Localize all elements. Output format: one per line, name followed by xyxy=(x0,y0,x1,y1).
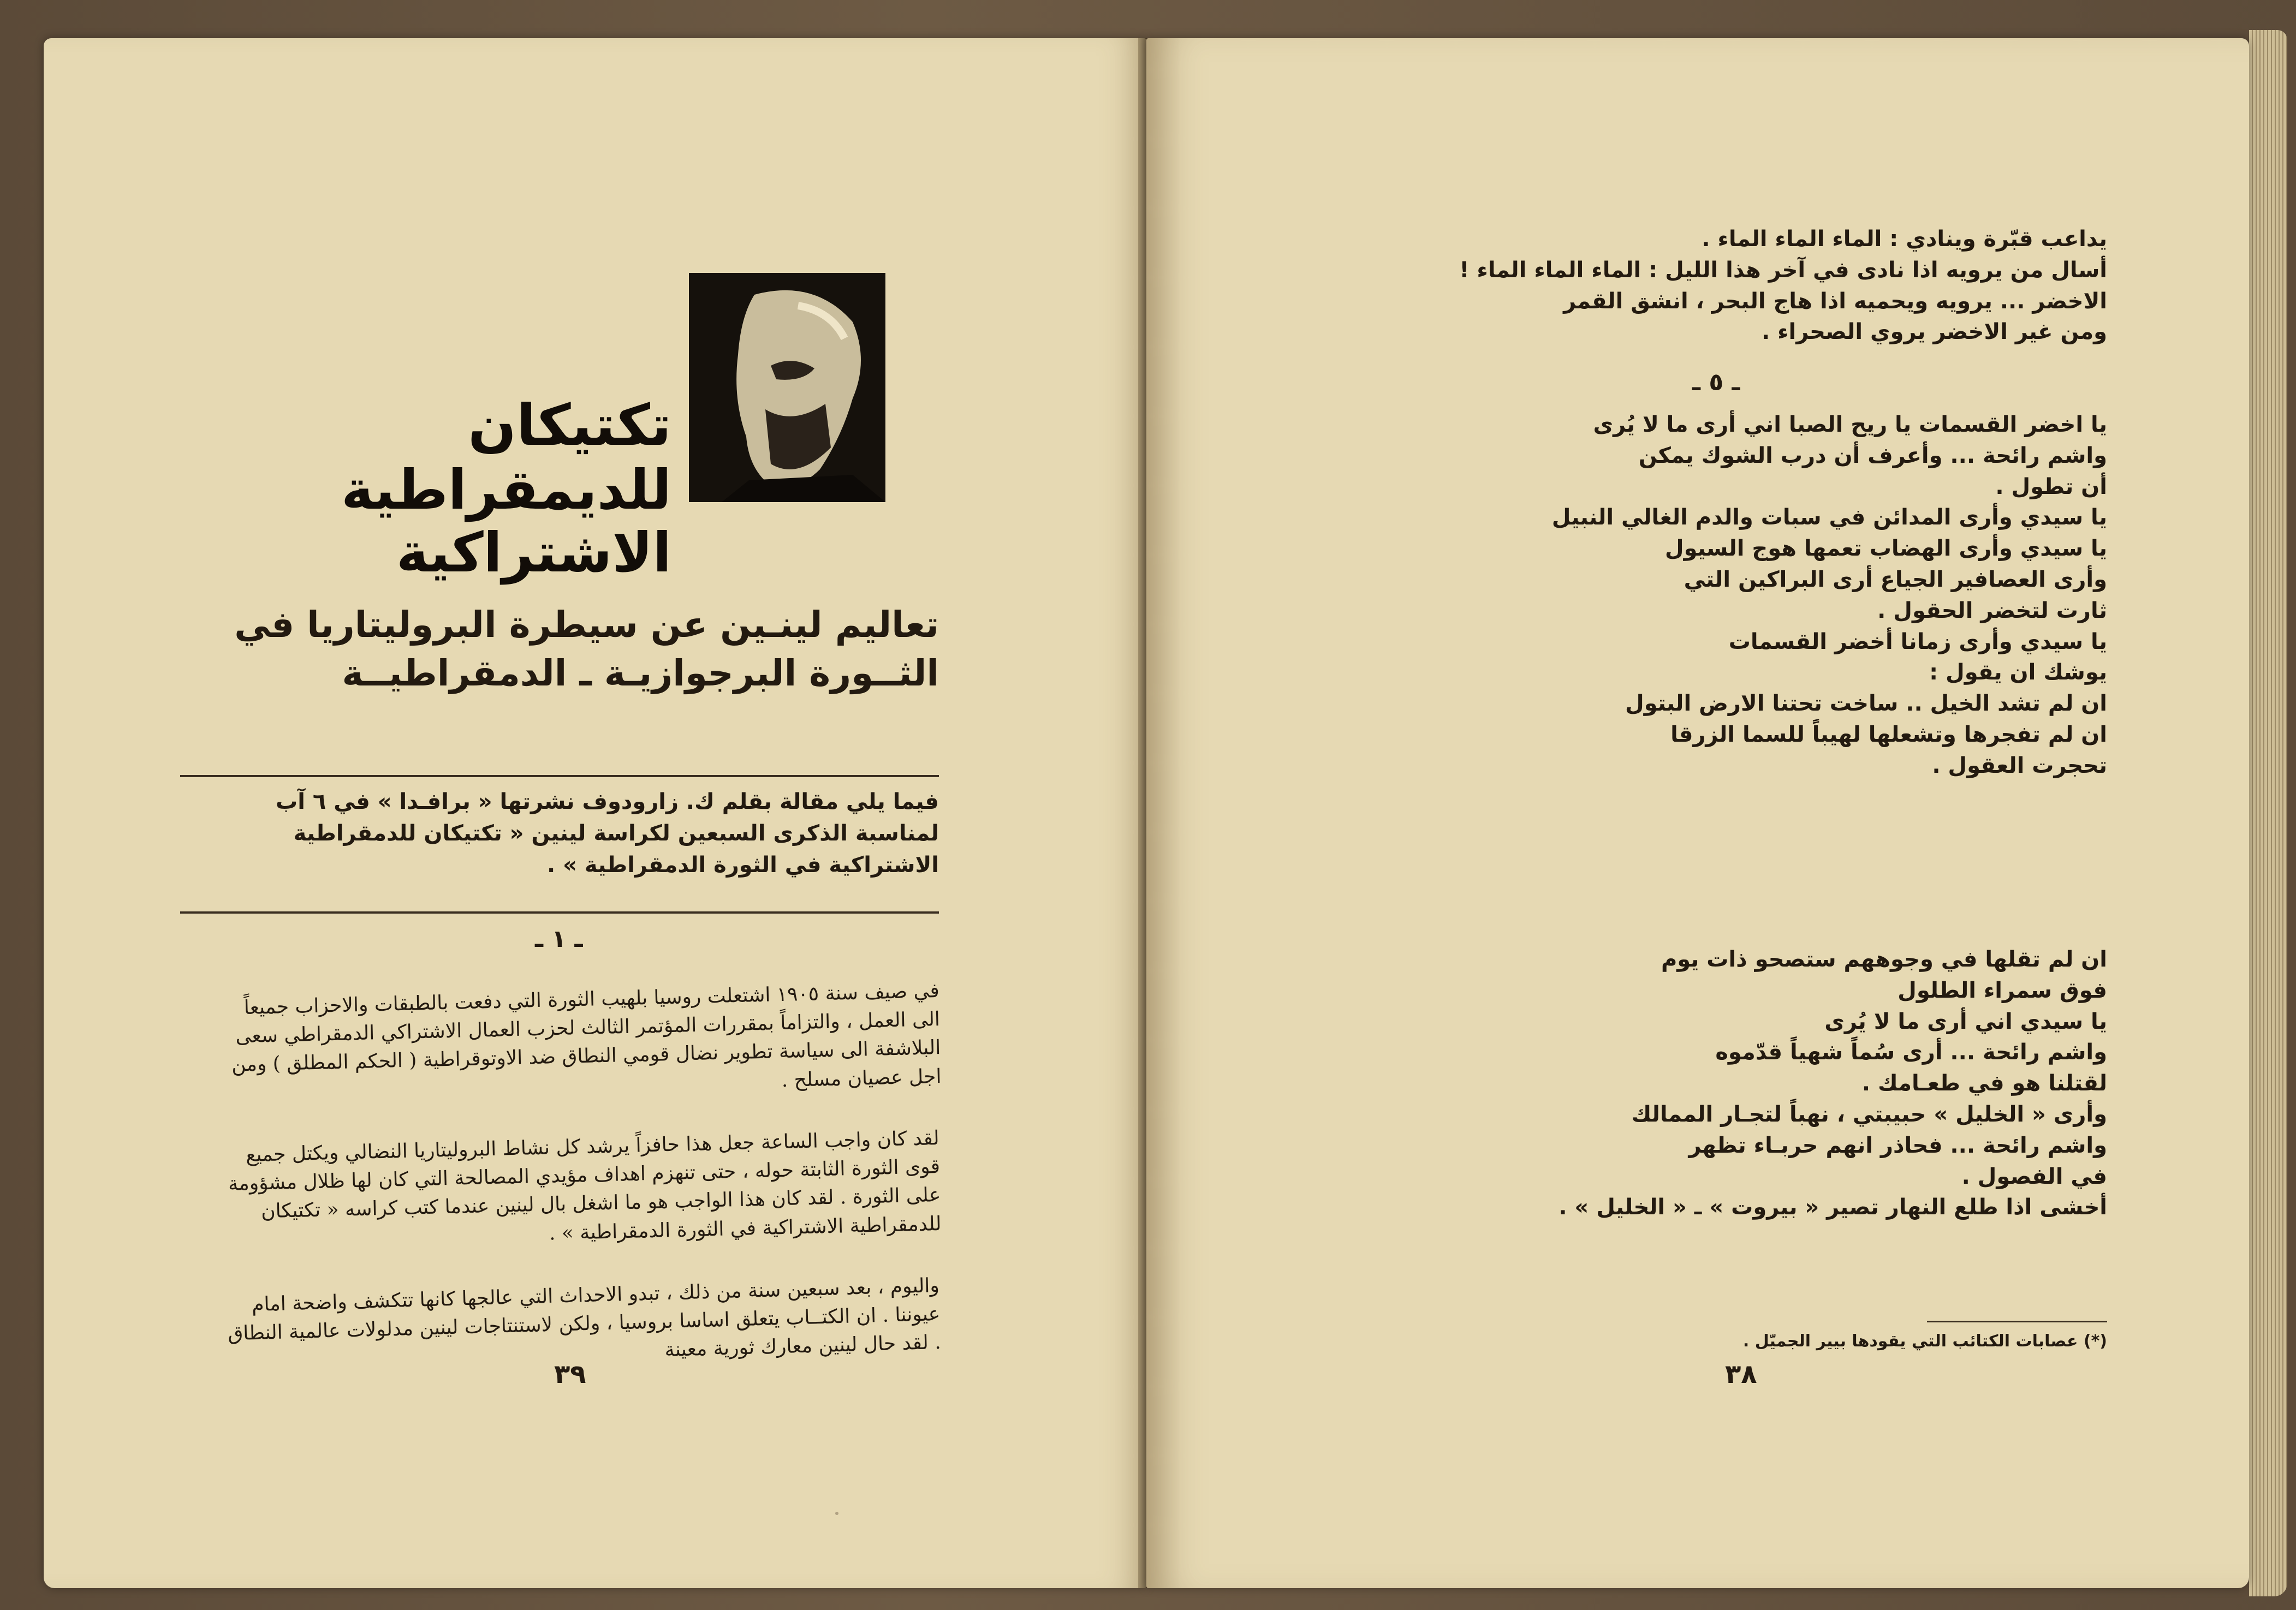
poem-line: الاخضر ... يرويه ويحميه اذا هاج البحر ، انشق القمر xyxy=(1563,288,2107,314)
poem-line: واشم رائحة ... وأعرف أن درب الشوك يمكن xyxy=(1638,443,2107,468)
poem-line: يا سيدي وأرى الهضاب تعمها هوج السيول xyxy=(1664,536,2107,562)
body-paragraph: في صيف سنة ١٩٠٥ اشتعلت روسيا بلهيب الثورة التي دفعت بالطبقات والاحزاب جميعاً الى العمل ، والتزاماً بمقررات المؤتمر الثالث لحزب العمال الاشتراكي الدمقراطي سعى البلاشفة الى سياسة تطوير نضال قومي النطاق ضد الاوتوقراطية ( الحكم المطلق ) ومن اجل عصيان مسلح . xyxy=(231,979,942,1092)
poem-line: ان لم تقلها في وجوههم ستصحو ذات يوم xyxy=(1661,947,2107,972)
poem-line: وأرى « الخليل » حبيبتي ، نهباً لتجـار الممالك xyxy=(1631,1101,2107,1127)
poem-stanza-main xyxy=(1419,409,2107,782)
poem-line: أن تطول . xyxy=(1995,474,2107,499)
poem-line: يا اخضر القسمات يا ريح الصبا اني أرى ما لا يُرى xyxy=(1593,412,2107,437)
poem-line: واشم رائحة ... فحاذر انهم حربـاء تظهر xyxy=(1688,1132,2107,1158)
poem-line: ومن غير الاخضر يروي الصحراء . xyxy=(1761,319,2107,345)
poem-line: ثارت لتخضر الحقول . xyxy=(1877,598,2107,623)
poem-line: أخشى اذا طلع النهار تصير « بيروت » ـ « الخليل » . xyxy=(1559,1195,2107,1220)
poem-line: يا سيدي وأرى زمانا أخضر القسمات xyxy=(1728,629,2107,654)
body-paragraph: واليوم ، بعد سبعين سنة من ذلك ، تبدو الاحداث التي عالجها كانها تتكشف واضحة امام عيوننا . ان الكتــاب يتعلق اساسا بروسيا ، ولكن لاستنتاجات لينين مدلولات عالمية النطاق . لقد حال لينين معارك ثورية معينة xyxy=(227,1274,942,1362)
poem-line: يا سيدي اني أرى ما لا يُرى xyxy=(1824,1009,2107,1034)
page-edges xyxy=(2249,30,2287,1596)
poem-line: ان لم تفجرها وتشعلها لهيباً للسما الزرقا xyxy=(1670,721,2107,747)
divider-top xyxy=(180,775,939,777)
lenin-portrait xyxy=(689,273,885,502)
poem-line: ان لم تشد الخيل .. ساخت تحتنا الارض البتول xyxy=(1625,691,2107,717)
poem-line: في الفصول . xyxy=(1961,1164,2107,1189)
poem-line: يداعب قبّرة وينادي : الماء الماء الماء . xyxy=(1702,226,2107,252)
poem-line: يوشك ان يقول : xyxy=(1929,660,2107,685)
divider-bottom xyxy=(180,911,939,914)
page-number: ٣٩ xyxy=(554,1359,586,1390)
right-page xyxy=(1146,38,2249,1588)
article-subtitle: تعاليم لينـين عن سيطرة البروليتاريا في الثــورة البرجوازيـة ـ الدمقراطيــة xyxy=(234,604,939,695)
poem-line: يا سيدي وأرى المدائن في سبات والدم الغالي النبيل xyxy=(1551,505,2107,530)
title-line-1: تكتيكان xyxy=(468,392,671,458)
section-number: ـ ١ ـ xyxy=(535,925,583,953)
portrait-icon xyxy=(689,273,885,502)
footnote: (*) عصابات الكتائب التي يقودها بيير الجميّل . xyxy=(1742,1332,2107,1351)
body-paragraph: لقد كان واجب الساعة جعل هذا حافزاً يرشد كل نشاط البروليتاريا النضالي ويكتل جميع قوى الثورة الثابتة حوله ، حتى تنهزم اهداف مؤيدي المصالحة التي كان لها ظلال مشؤومة على الثورة . لقد كان هذا الواجب هو ما اشغل بال لينين عندما كتب كراسه « تكتيكان للدمقراطية الاشتراكية في الثورة الدمقراطية » . xyxy=(228,1126,942,1245)
left-page xyxy=(44,38,1146,1588)
poem-stanza-tail xyxy=(1419,944,2107,1223)
paper-speck xyxy=(835,1512,838,1515)
poem-line: أسال من يرويه اذا نادى في آخر هذا الليل : الماء الماء الماء ! xyxy=(1459,257,2107,283)
footnote-rule xyxy=(1927,1321,2107,1322)
page-number: ٣٨ xyxy=(1725,1359,1757,1390)
article-title xyxy=(180,393,671,584)
poem-stanza-top xyxy=(1419,224,2107,348)
poem-line: وأرى العصافير الجياع أرى البراكين التي xyxy=(1684,567,2107,592)
intro-paragraph: فيما يلي مقالة بقلم ك. زارودوف نشرتها « برافـدا » في ٦ آب لمناسبة الذكرى السبعين لكراسة لينين « تكتيكان للدمقراطية الاشتراكية في الثورة الدمقراطية » . xyxy=(276,789,939,878)
poem-line: واشم رائحة ... أرى سُماً شهياً قدّموه xyxy=(1715,1040,2107,1065)
poem-line: تحجرت العقول . xyxy=(1932,753,2107,778)
poem-line: لقتلنا هو في طعـامك . xyxy=(1861,1071,2107,1096)
title-line-2: للديمقراطية الاشتراكية xyxy=(341,457,671,585)
poem-line: فوق سمراء الطلول xyxy=(1898,977,2107,1003)
section-number: ـ ٥ ـ xyxy=(1692,368,1740,396)
